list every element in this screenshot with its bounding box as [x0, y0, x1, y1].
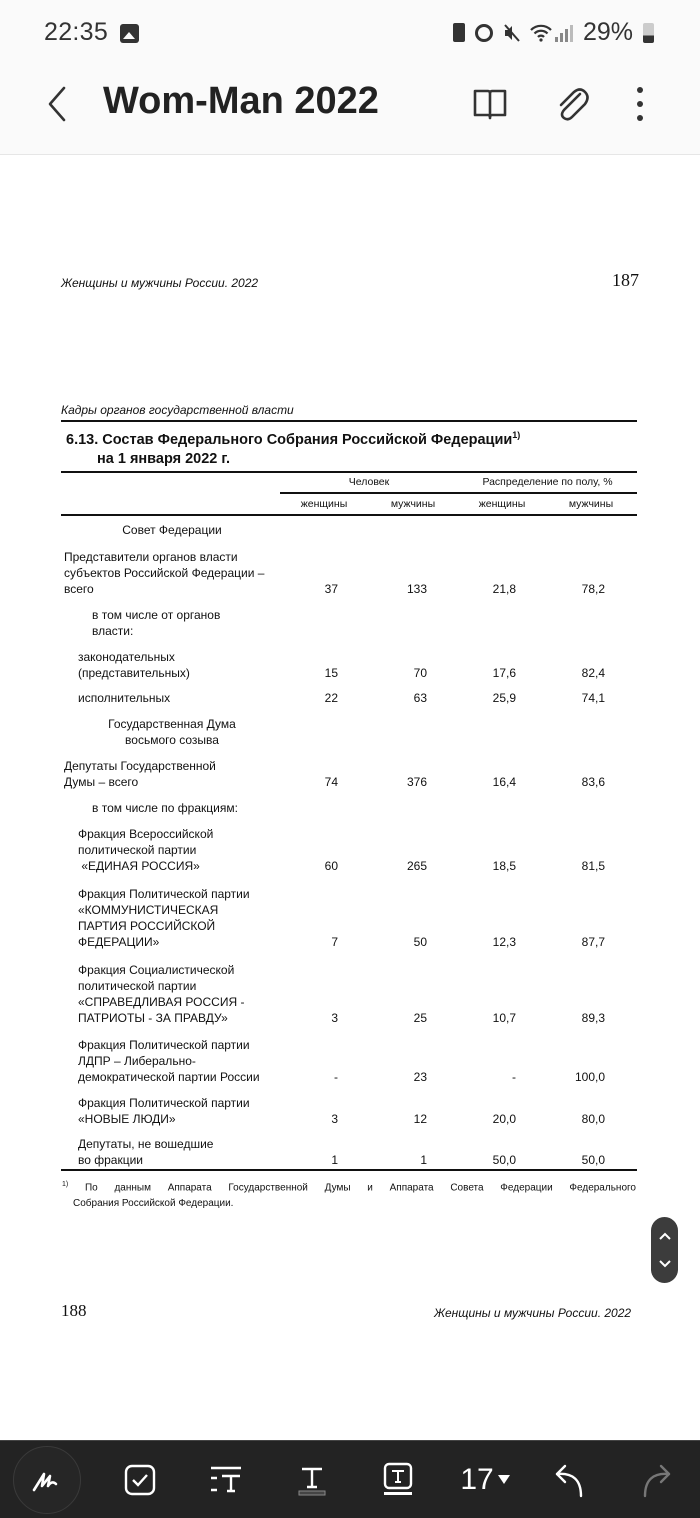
label-line: исполнительных — [78, 691, 171, 705]
back-icon — [40, 84, 80, 124]
annotation-toolbar — [0, 1440, 700, 1518]
cell-men-pct: 80,0 — [581, 1112, 605, 1126]
status-icons — [453, 18, 654, 47]
attachment-button[interactable] — [552, 82, 592, 126]
scroll-down-button[interactable] — [651, 1249, 678, 1279]
label-line: «КОММУНИСТИЧЕСКАЯ — [78, 903, 219, 917]
table-title — [66, 426, 520, 469]
page-navigator — [651, 1217, 678, 1283]
col-header-women: женщины — [300, 498, 348, 510]
label-line: всего — [64, 582, 94, 596]
battery-icon — [643, 23, 654, 43]
label-line: Депутаты Государственной — [64, 759, 216, 773]
row-label — [64, 758, 216, 790]
label-line: политической партии — [78, 979, 197, 993]
dropdown-triangle-icon — [498, 1475, 510, 1484]
font-size-select[interactable] — [450, 1441, 520, 1518]
cell-women-pct: 25,9 — [492, 691, 516, 705]
label-line: Представители органов власти — [64, 550, 238, 564]
cell-women: 1 — [331, 1153, 338, 1167]
heading-line: восьмого созыва — [125, 733, 219, 747]
cell-men: 23 — [413, 1070, 427, 1084]
cell-men-pct: 83,6 — [581, 775, 605, 789]
row-label — [78, 649, 190, 681]
row-label — [78, 690, 170, 706]
cell-men: 50 — [413, 935, 427, 949]
app-bar — [0, 68, 700, 155]
group-header-distribution: Распределение по полу, % — [482, 476, 613, 488]
cell-men-pct: 82,4 — [581, 666, 605, 680]
row-label — [92, 800, 238, 816]
label-line: ПАТРИОТЫ - ЗА ПРАВДУ» — [78, 1011, 228, 1025]
text-box-icon — [382, 1462, 414, 1498]
undo-button[interactable] — [548, 1441, 592, 1518]
footnote — [62, 1176, 636, 1197]
pen-tool-circle — [13, 1446, 81, 1514]
row-label — [78, 1095, 250, 1127]
page-number-top: 187 — [612, 270, 639, 290]
cell-men-pct: 81,5 — [581, 859, 605, 873]
label-line: политической партии — [78, 843, 197, 857]
text-color-tool-button[interactable] — [290, 1441, 334, 1518]
cell-men: 12 — [413, 1112, 427, 1126]
cell-men-pct: 78,2 — [581, 582, 605, 596]
cell-women-pct: 16,4 — [492, 775, 516, 789]
cell-women: 3 — [331, 1112, 338, 1126]
cell-men-pct: 50,0 — [581, 1153, 605, 1167]
alarm-icon — [475, 24, 493, 42]
divider — [61, 420, 637, 422]
more-dot — [637, 115, 643, 121]
cell-women: 60 — [324, 859, 338, 873]
row-label — [64, 549, 264, 597]
more-dot — [637, 87, 643, 93]
cell-women: 15 — [324, 666, 338, 680]
footnote-ref: 1) — [512, 430, 521, 440]
row-label — [78, 886, 250, 950]
label-line: Фракция Политической партии — [78, 1038, 250, 1052]
label-line: ФЕДЕРАЦИИ» — [78, 935, 160, 949]
label-line: Думы – всего — [64, 775, 139, 789]
cell-women-pct: 12,3 — [492, 935, 516, 949]
label-line: демократической партии России — [78, 1070, 260, 1084]
book-icon — [470, 84, 510, 124]
cell-men: 1 — [420, 1153, 427, 1167]
cell-men-pct: 74,1 — [581, 691, 605, 705]
section-title: Кадры органов государственной власти — [61, 403, 294, 417]
label-line: Депутаты, не вошедшие — [78, 1137, 214, 1151]
page-number-bottom: 188 — [61, 1301, 87, 1320]
heading-line: Совет Федерации — [122, 523, 222, 537]
status-time: 22:35 — [44, 18, 109, 46]
status-bar — [0, 0, 700, 68]
footnote-line2: Собрания Российской Федерации. — [73, 1198, 234, 1209]
label-line: Фракция Политической партии — [78, 1096, 250, 1110]
checkbox-tool-button[interactable] — [118, 1441, 162, 1518]
label-line: в том числе от органов — [92, 608, 221, 622]
cell-women: 3 — [331, 1011, 338, 1025]
cell-men: 70 — [413, 666, 427, 680]
document-title: Wom-Man 2022 — [103, 80, 379, 122]
chevron-down-icon — [658, 1259, 672, 1269]
signal-icon — [555, 24, 573, 42]
divider — [61, 471, 637, 473]
label-line: во фракции — [78, 1153, 143, 1167]
redo-button[interactable] — [634, 1441, 678, 1518]
cell-men: 63 — [413, 691, 427, 705]
battery-percent: 29% — [582, 18, 633, 46]
label-line: субъектов Российской Федерации – — [64, 566, 265, 580]
text-lines-icon — [209, 1464, 243, 1496]
running-foot: Женщины и мужчины России. 2022 — [434, 1306, 632, 1320]
cell-women: 7 — [331, 935, 338, 949]
table-title-line2: на 1 января 2022 г. — [97, 450, 231, 467]
table-title-line1: 6.13. Состав Федерального Собрания Российской Федерации — [66, 431, 513, 448]
cell-women: 74 — [324, 775, 338, 789]
cell-women-pct: 18,5 — [492, 859, 516, 873]
row-label — [92, 607, 220, 639]
cell-men-pct: 89,3 — [581, 1011, 605, 1025]
font-size-value: 17 — [460, 1462, 494, 1496]
undo-icon — [553, 1462, 587, 1498]
row-label — [78, 826, 213, 874]
label-line: ЛДПР – Либерально- — [78, 1054, 196, 1068]
label-line: ПАРТИЯ РОССИЙСКОЙ — [78, 919, 216, 933]
cell-women-pct: 50,0 — [492, 1153, 516, 1167]
divider — [61, 1169, 637, 1171]
cell-men-pct: 100,0 — [574, 1070, 605, 1084]
row-label — [78, 1136, 213, 1168]
row-label — [78, 962, 244, 1026]
more-dot — [637, 101, 643, 107]
divider — [280, 492, 637, 494]
label-line: Фракция Всероссийской — [78, 827, 214, 841]
running-head: Женщины и мужчины России. 2022 — [61, 276, 259, 290]
table-section-heading — [62, 522, 282, 538]
checkbox-icon — [124, 1464, 156, 1496]
col-header-women-pct: женщины — [478, 498, 526, 510]
footnote-mark: 1) — [62, 1181, 69, 1188]
row-label — [78, 1037, 260, 1085]
cell-men: 133 — [406, 582, 427, 596]
paperclip-icon — [552, 82, 592, 126]
cell-women-pct: 10,7 — [492, 1011, 516, 1025]
chevron-up-icon — [658, 1231, 672, 1241]
wifi-icon — [529, 23, 545, 43]
cell-women-pct: 21,8 — [492, 582, 516, 596]
cell-men: 376 — [406, 775, 427, 789]
col-header-men-pct: мужчины — [568, 498, 614, 510]
label-line: власти: — [92, 624, 134, 638]
gallery-icon — [120, 24, 139, 43]
heading-line: Государственная Дума — [108, 717, 236, 731]
group-header-people: Человек — [348, 476, 390, 488]
table-section-heading — [62, 716, 282, 748]
pen-tool-button[interactable] — [13, 1441, 81, 1518]
label-line: в том числе по фракциям: — [92, 801, 238, 815]
label-line: «СПРАВЕДЛИВАЯ РОССИЯ - — [78, 995, 245, 1009]
cell-women-pct: - — [512, 1070, 516, 1084]
document-page[interactable] — [0, 155, 700, 1440]
battery-saver-icon — [453, 23, 465, 42]
text-underline-icon — [296, 1463, 328, 1497]
label-line: (представительных) — [78, 666, 190, 680]
cell-women: - — [334, 1070, 338, 1084]
cell-women-pct: 20,0 — [492, 1112, 516, 1126]
label-line: законодательных — [78, 650, 175, 664]
text-align-tool-button[interactable] — [204, 1441, 248, 1518]
text-box-tool-button[interactable] — [376, 1441, 420, 1518]
cell-men: 25 — [413, 1011, 427, 1025]
label-line: Фракция Социалистической — [78, 963, 235, 977]
scroll-up-button[interactable] — [651, 1221, 678, 1251]
vibrate-mute-icon — [503, 23, 519, 43]
divider — [61, 514, 637, 516]
redo-icon — [639, 1462, 673, 1498]
label-line: «ЕДИНАЯ РОССИЯ» — [78, 859, 200, 873]
cell-women: 37 — [324, 582, 338, 596]
cell-women-pct: 17,6 — [492, 666, 516, 680]
cell-women: 22 — [324, 691, 338, 705]
cell-men: 265 — [406, 859, 427, 873]
label-line: Фракция Политической партии — [78, 887, 250, 901]
footnote-line1: По данным Аппарата Государственной Думы и Аппарата Совета Федерации Федерального — [84, 1182, 636, 1194]
more-options-button[interactable] — [628, 84, 652, 124]
book-view-button[interactable] — [470, 84, 510, 124]
cell-men-pct: 87,7 — [581, 935, 605, 949]
handwriting-icon — [30, 1466, 64, 1494]
label-line: «НОВЫЕ ЛЮДИ» — [78, 1112, 176, 1126]
back-button[interactable] — [40, 84, 80, 124]
col-header-men: мужчины — [390, 498, 436, 510]
